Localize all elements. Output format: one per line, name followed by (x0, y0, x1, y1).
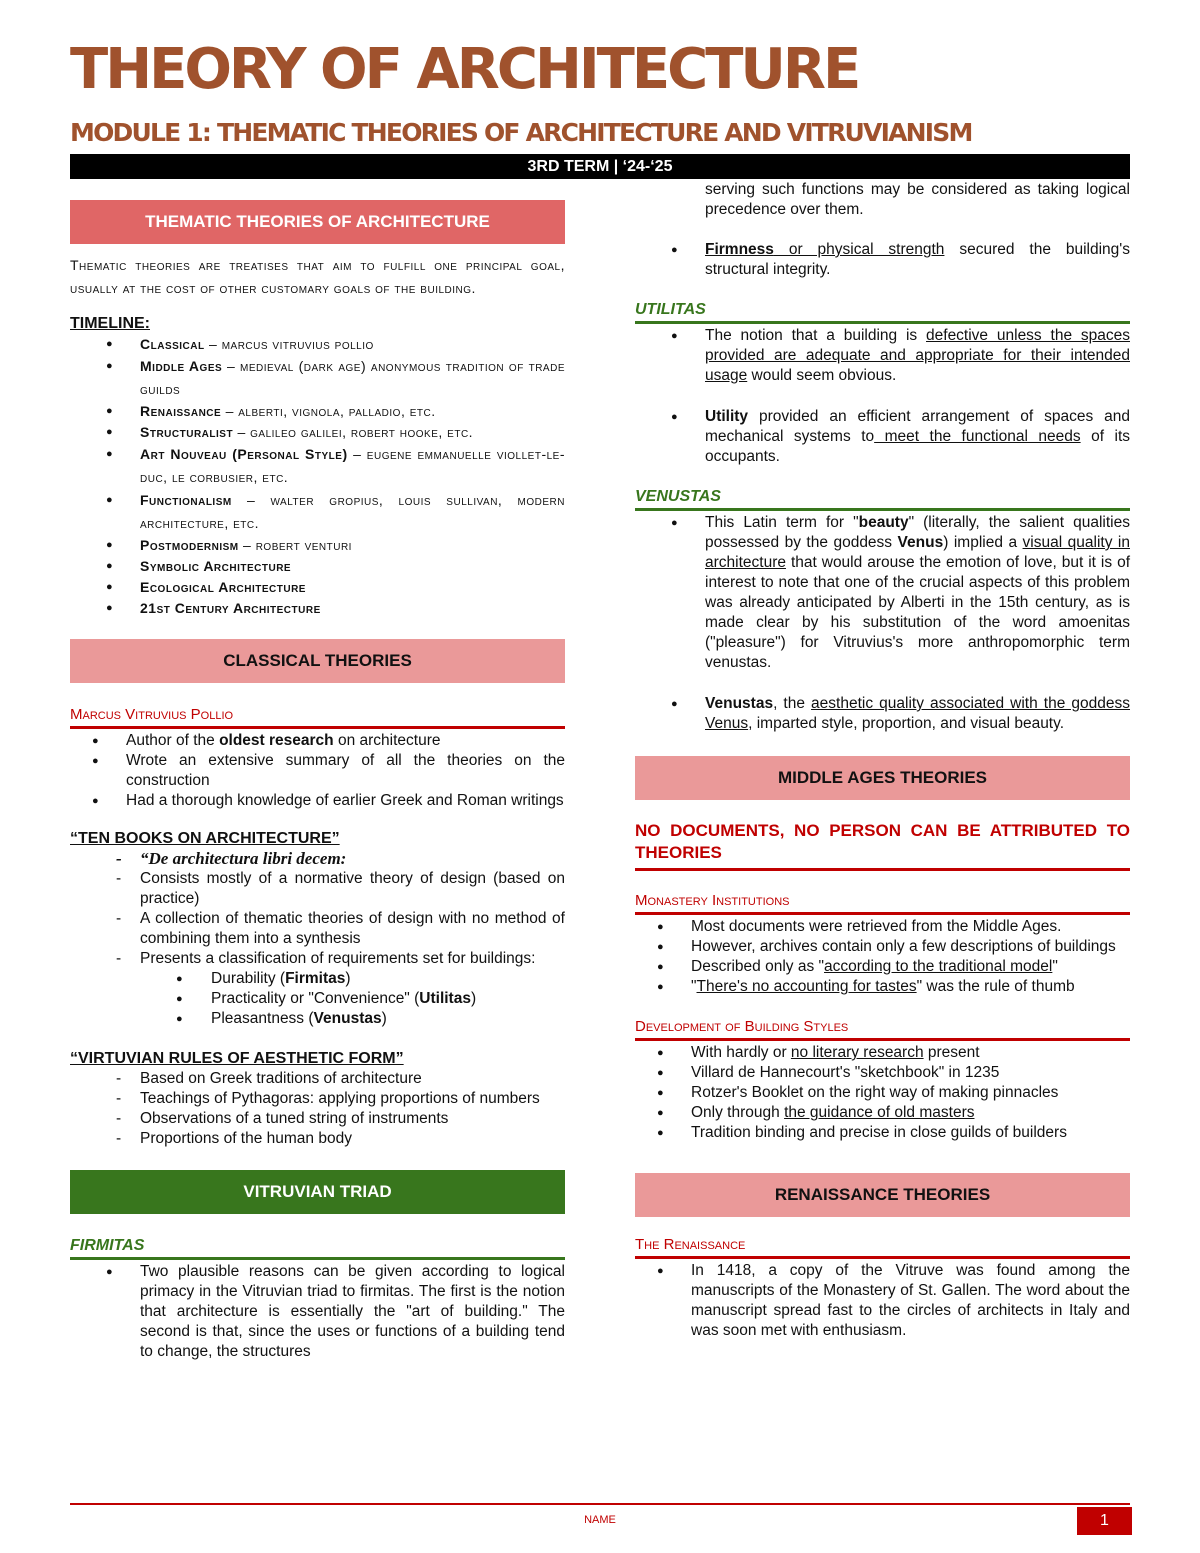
footer-name: NAME (584, 1514, 616, 1526)
list-item: ● With hardly or no literary research present (635, 1043, 1130, 1063)
firmness-list (635, 240, 1130, 280)
timeline-item: ● Renaissance – alberti, vignola, palladio, etc. (70, 401, 565, 422)
firmitas-label: FIRMITAS (70, 1236, 565, 1260)
list-item: ● However, archives contain only a few descriptions of buildings (635, 937, 1130, 957)
list-item: - “De architectura libri decem: (70, 849, 565, 869)
list-item: ● Wrote an extensive summary of all the theories on the construction (70, 751, 565, 791)
list-item: ● Venustas, the aesthetic quality associated with the goddess Venus, imparted style, proportion, and visual beauty. (635, 694, 1130, 734)
ten-books-label: “TEN BOOKS ON ARCHITECTURE” (70, 830, 340, 847)
timeline-item: ● Structuralist – galileo galilei, robert hooke, etc. (70, 422, 565, 443)
list-item: ● Only through the guidance of old masters (635, 1103, 1130, 1123)
thematic-intro: Thematic theories are treatises that aim to fulfill one principal goal, usually at the cost of other customary goals of the building. (70, 257, 565, 296)
term-bar: 3RD TERM | ‘24-‘25 (70, 154, 1130, 179)
list-item: ● This Latin term for "beauty" (literally, the salient qualities possessed by the goddess Venus) implied a visual quality in architecture that would arouse the emotion of love, but it is of interest to note that one of the crucial aspects of this problem was already anticipated by Alberti in the 15th century, as is made clear by his substitution of the word amoenitas ("pleasure") for Vitruvius's more anthropomorphic term venustas. (635, 513, 1130, 673)
right-column (635, 180, 1130, 1341)
list-item: ● In 1418, a copy of the Vitruve was found among the manuscripts of the Monastery of St. Gallen. The word about the manuscript spread fast to the circles of architects in Italy and was soon met with enthusiasm. (635, 1261, 1130, 1341)
monastery-label: Monastery Institutions (635, 891, 1130, 915)
list-item: ● Firmness or physical strength secured the building's structural integrity. (635, 240, 1130, 280)
list-item: ● Had a thorough knowledge of earlier Greek and Roman writings (70, 791, 565, 811)
renaissance-header: RENAISSANCE THEORIES (635, 1173, 1130, 1217)
development-list (635, 1043, 1130, 1143)
rules-list (70, 1069, 565, 1149)
vitruvius-list (70, 731, 565, 811)
timeline-item: ● Classical – marcus vitruvius pollio (70, 334, 565, 355)
list-item: ● The notion that a building is defective unless the spaces provided are adequate and appropriate for their intended usage would seem obvious. (635, 326, 1130, 386)
timeline-item: ● Middle Ages – medieval (dark age) anonymous tradition of trade guilds (70, 355, 565, 401)
renaissance-label: The Renaissance (635, 1235, 1130, 1259)
utilitas-label: UTILITAS (635, 300, 1130, 324)
vitruvius-label: Marcus Vitruvius Pollio (70, 705, 565, 729)
timeline-label: TIMELINE: (70, 315, 150, 332)
list-item: - Teachings of Pythagoras: applying proportions of numbers (70, 1089, 565, 1109)
list-item: - Observations of a tuned string of instruments (70, 1109, 565, 1129)
timeline-list (70, 334, 565, 619)
list-item: - Presents a classification of requirements set for buildings: (70, 949, 565, 969)
list-item: ● Author of the oldest research on architecture (70, 731, 565, 751)
timeline-item: ● Symbolic Architecture (70, 556, 565, 577)
module-subtitle: MODULE 1: THEMATIC THEORIES OF ARCHITECTURE AND VITRUVIANISM (70, 118, 972, 147)
timeline-item: ● 21st Century Architecture (70, 598, 565, 619)
timeline-item: ● Functionalism – walter gropius, louis sullivan, modern architecture, etc. (70, 489, 565, 535)
timeline-item: ● Art Nouveau (Personal Style) – eugene emmanuelle viollet-le-duc, le corbusier, etc. (70, 443, 565, 489)
thematic-theories-header: THEMATIC THEORIES OF ARCHITECTURE (70, 200, 565, 244)
left-column (70, 180, 565, 1362)
list-item: - A collection of thematic theories of design with no method of combining them into a synthesis (70, 909, 565, 949)
list-item: ● Described only as "according to the traditional model" (635, 957, 1130, 977)
list-item: ● Villard de Hannecourt's "sketchbook" in 1235 (635, 1063, 1130, 1083)
middle-ages-header: MIDDLE AGES THEORIES (635, 756, 1130, 800)
list-item: ● Practicality or "Convenience" (Utilitas) (70, 989, 565, 1009)
classical-theories-header: CLASSICAL THEORIES (70, 639, 565, 683)
list-item: - Consists mostly of a normative theory of design (based on practice) (70, 869, 565, 909)
firmitas-list (70, 1262, 565, 1362)
list-item: ● Pleasantness (Venustas) (70, 1009, 565, 1029)
timeline-item: ● Postmodernism – robert venturi (70, 535, 565, 556)
venustas-list (635, 513, 1130, 734)
list-item: ● Tradition binding and precise in close guilds of builders (635, 1123, 1130, 1143)
list-item: - Based on Greek traditions of architecture (70, 1069, 565, 1089)
venustas-label: VENUSTAS (635, 487, 1130, 511)
page-number: 1 (1077, 1507, 1132, 1535)
list-item: - Proportions of the human body (70, 1129, 565, 1149)
rules-label: “VIRTUVIAN RULES OF AESTHETIC FORM” (70, 1050, 404, 1067)
list-item: ● Most documents were retrieved from the Middle Ages. (635, 917, 1130, 937)
monastery-list (635, 917, 1130, 997)
requirements-list (70, 969, 565, 1029)
development-label: Development of Building Styles (635, 1017, 1130, 1041)
list-item: ● Utility provided an efficient arrangement of spaces and mechanical systems to meet the functional needs of its occupants. (635, 407, 1130, 467)
no-documents-note: NO DOCUMENTS, NO PERSON CAN BE ATTRIBUTED TO THEORIES (635, 820, 1130, 871)
footer-rule (70, 1503, 1130, 1505)
document-title: THEORY OF ARCHITECTURE (70, 37, 859, 102)
list-item: ● Two plausible reasons can be given according to logical primacy in the Vitruvian triad to firmitas. The first is the notion that architecture is essentially the "art of building." The second is that, since the uses or functions of a building tend to change, the structures (70, 1262, 565, 1362)
list-item: ● Rotzer's Booklet on the right way of making pinnacles (635, 1083, 1130, 1103)
timeline-item: ● Ecological Architecture (70, 577, 565, 598)
firmitas-continued: serving such functions may be considered as taking logical precedence over them. (705, 181, 1130, 218)
renaissance-list (635, 1261, 1130, 1341)
ten-books-list (70, 849, 565, 969)
list-item: ● "There's no accounting for tastes" was the rule of thumb (635, 977, 1130, 997)
vitruvian-triad-header: VITRUVIAN TRIAD (70, 1170, 565, 1214)
utilitas-list (635, 326, 1130, 467)
list-item: ● Durability (Firmitas) (70, 969, 565, 989)
